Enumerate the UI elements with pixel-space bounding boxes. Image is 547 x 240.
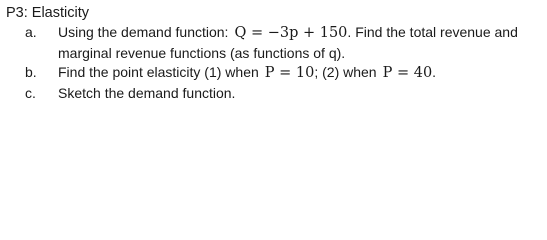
price-value-2: P = 40 [382, 65, 433, 82]
subquestion-a-tail: . Find the total revenue and [347, 24, 518, 40]
subquestion-a [6, 23, 544, 63]
subquestion-a-marker: a. [25, 24, 37, 40]
subquestion-b-tail: . [432, 64, 437, 81]
subquestion-b-line [58, 63, 544, 84]
subquestion-c [6, 84, 544, 104]
subquestion-a-line2: marginal revenue functions (as functions of q). [58, 44, 346, 61]
subquestion-b-text2: ; (2) when [314, 64, 377, 81]
subquestion-list [6, 23, 544, 103]
subquestion-a-line1 [58, 23, 544, 44]
subquestion-c-text: Sketch the demand function. [58, 84, 236, 101]
subquestion-a-text: Using the demand function: [58, 24, 229, 40]
subquestion-b [6, 63, 544, 84]
subquestion-b-marker: b. [25, 64, 37, 81]
problem-title: P3: Elasticity [6, 5, 89, 21]
subquestion-b-text1: Find the point elasticity (1) when [58, 64, 259, 81]
price-value-1: P = 10 [264, 65, 315, 82]
subquestion-c-marker: c. [25, 84, 36, 101]
demand-equation: Q = −3p + 150 [234, 25, 348, 41]
problem-p3 [6, 4, 544, 103]
